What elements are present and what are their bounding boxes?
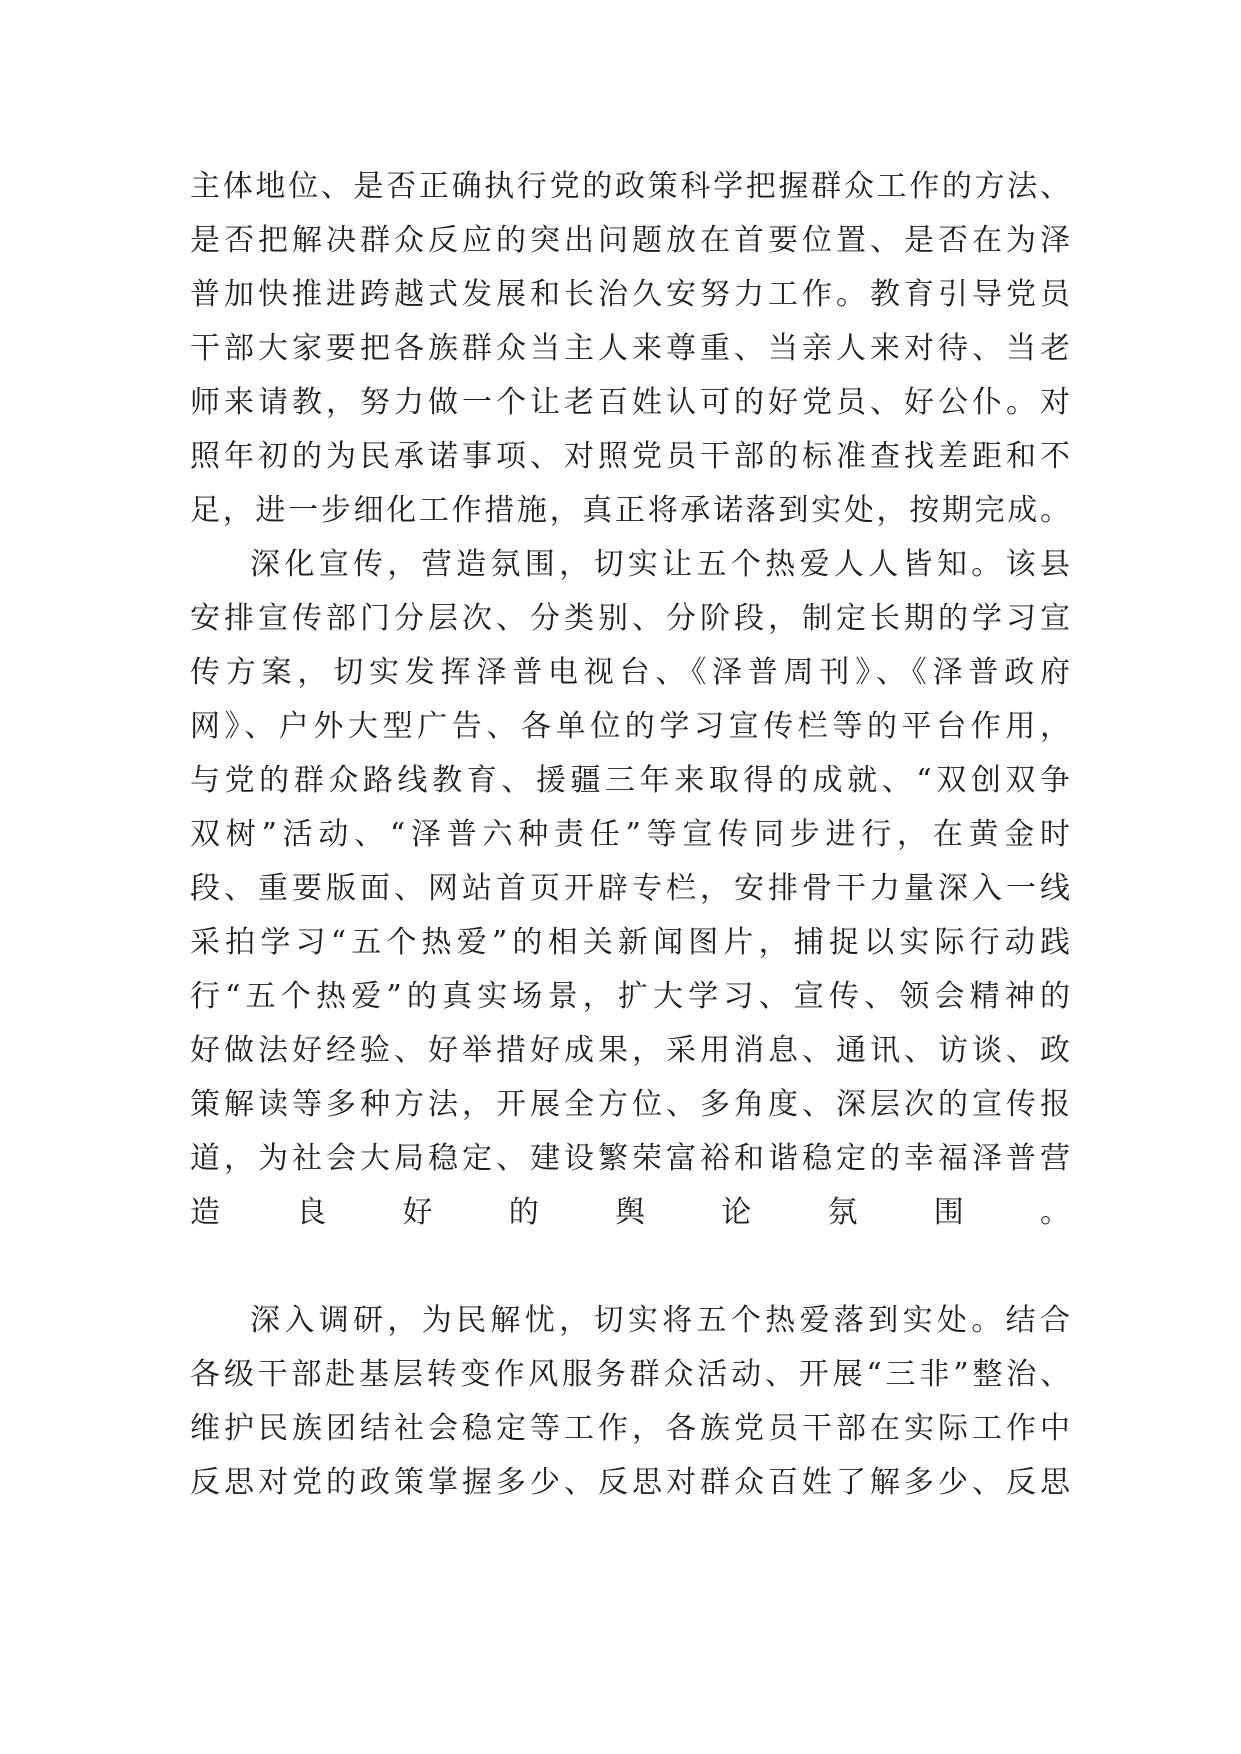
body-text xyxy=(190,160,1070,1510)
paragraph-2 xyxy=(190,538,1070,1294)
text-line: 网》、户外大型广告、各单位的学习宣传栏等的平台作用， xyxy=(190,709,1070,744)
text-line: 造良好的舆论氛围。 xyxy=(190,1195,1070,1230)
paragraph-3 xyxy=(190,1294,1070,1510)
text-line: 是否把解决群众反应的突出问题放在首要位置、是否在为泽 xyxy=(190,223,1070,258)
text-line: 足，进一步细化工作措施，真正将承诺落到实处，按期完成。 xyxy=(190,493,1070,528)
text-line: 普加快推进跨越式发展和长治久安努力工作。教育引导党员 xyxy=(190,277,1070,312)
text-line: 行“五个热爱”的真实场景，扩大学习、宣传、领会精神的 xyxy=(190,979,1070,1014)
text-line: 深化宣传，营造氛围，切实让五个热爱人人皆知。该县 xyxy=(250,547,1070,582)
text-line: 维护民族团结社会稳定等工作，各族党员干部在实际工作中 xyxy=(190,1411,1070,1446)
text-line: 采拍学习“五个热爱”的相关新闻图片，捕捉以实际行动践 xyxy=(190,925,1070,960)
text-line: 各级干部赴基层转变作风服务群众活动、开展“三非”整治、 xyxy=(190,1357,1070,1392)
text-line: 照年初的为民承诺事项、对照党员干部的标准查找差距和不 xyxy=(190,439,1070,474)
text-line: 安排宣传部门分层次、分类别、分阶段，制定长期的学习宣 xyxy=(190,601,1070,636)
text-line: 与党的群众路线教育、援疆三年来取得的成就、“双创双争 xyxy=(190,763,1070,798)
text-line xyxy=(190,1240,1070,1294)
text-line: 段、重要版面、网站首页开辟专栏，安排骨干力量深入一线 xyxy=(190,871,1070,906)
paragraph-1 xyxy=(190,160,1070,538)
text-line: 反思对党的政策掌握多少、反思对群众百姓了解多少、反思 xyxy=(190,1465,1070,1500)
text-line: 策解读等多种方法，开展全方位、多角度、深层次的宣传报 xyxy=(190,1087,1070,1122)
text-line: 师来请教，努力做一个让老百姓认可的好党员、好公仆。对 xyxy=(190,385,1070,420)
text-line: 干部大家要把各族群众当主人来尊重、当亲人来对待、当老 xyxy=(190,331,1070,366)
text-line: 传方案，切实发挥泽普电视台、《泽普周刊》、《泽普政府 xyxy=(190,655,1070,690)
text-line: 好做法好经验、好举措好成果，采用消息、通讯、访谈、政 xyxy=(190,1033,1070,1068)
text-line: 道，为社会大局稳定、建设繁荣富裕和谐稳定的幸福泽普营 xyxy=(190,1141,1070,1176)
text-line: 双树”活动、“泽普六种责任”等宣传同步进行，在黄金时 xyxy=(190,817,1070,852)
text-line: 深入调研，为民解忧，切实将五个热爱落到实处。结合 xyxy=(250,1303,1070,1338)
text-line: 主体地位、是否正确执行党的政策科学把握群众工作的方法、 xyxy=(190,169,1070,204)
